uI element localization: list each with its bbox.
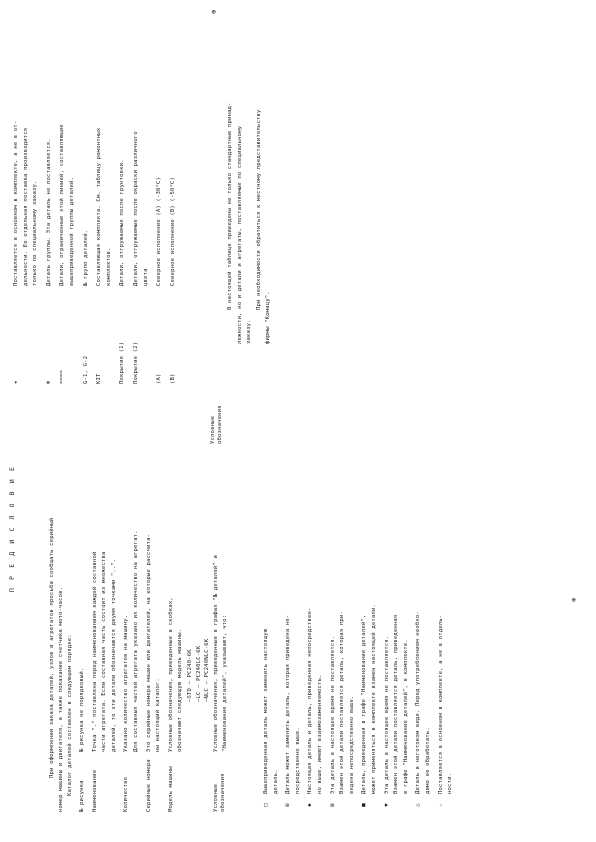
symbol-description [284, 402, 303, 798]
right-legend-row [132, 12, 151, 384]
right-legend-label: G-1, G-2 [82, 355, 89, 384]
symbol-line: Вышеприведенная деталь может заменить настоящую [263, 628, 269, 794]
right-legend-row [12, 12, 41, 384]
right-legend-row [169, 12, 179, 384]
symbol-line: Деталь может заменить деталь, которая приведена не- [285, 614, 292, 794]
row-picture-number [78, 402, 88, 812]
right-legend-list [12, 12, 182, 384]
right-legend-line: комплектов. [105, 247, 112, 286]
row-line: Указано количество агрегатов на машину. [123, 614, 130, 752]
legend-symbol-icon: ◆ [307, 803, 314, 807]
right-legend-label: ==== [59, 369, 66, 384]
row-name [91, 402, 120, 812]
row-line: обозначают следующую модель машины. [177, 628, 184, 752]
row-label: Серийные номера [145, 759, 152, 812]
model-std: —STD — PC240-6K [186, 649, 193, 702]
symbol-row [262, 402, 281, 812]
symbol-description [414, 402, 433, 798]
row-text [167, 402, 212, 752]
intro-line-1: При оформлении заказа деталей, узлов и агрегатов просьба сообщать серийный [49, 517, 55, 778]
symbol-row [360, 402, 379, 812]
right-legend-label: Покрытие (1) [119, 341, 126, 384]
row-line: "Наименование деталей", указывают, что: [222, 614, 229, 752]
right-legend-line: Поставляется в основном в комплекте, а не в от- [13, 120, 19, 286]
right-legend-text [118, 12, 128, 286]
row-label: Условные обозначения [212, 773, 227, 812]
intro-line-3: Каталог деталей составлен в следующем порядке: [67, 634, 73, 796]
legend-symbol-icon: ▼ [383, 803, 390, 807]
symbol-description [437, 402, 456, 798]
footer-line: фирмы "Комацу". [265, 291, 272, 344]
right-legend-text [58, 12, 77, 286]
row-quantity [122, 402, 141, 812]
symbol-row [414, 402, 433, 812]
symbol-row [437, 402, 456, 812]
symbol-line: ности. [447, 772, 454, 794]
footer-line: В настоящей таблице приведены не только стандартные принад- [227, 102, 233, 310]
symbol-row [329, 402, 358, 812]
right-legend-label: KIT [96, 373, 103, 384]
right-legend-label: (A) [156, 373, 163, 384]
intro-paragraph [48, 518, 75, 812]
symbol-description [383, 402, 412, 798]
row-machine-model [167, 402, 212, 812]
symbol-line: деталь. [272, 769, 279, 794]
catalog-structure-list [78, 402, 231, 812]
symbol-line: Эта деталь в настоящее время не поставляется. [329, 635, 336, 794]
symbol-line: но выше, имеют взаимозаменяемость. [316, 674, 323, 794]
right-heading: Условные обозначения [210, 405, 224, 444]
row-legend [212, 402, 231, 812]
right-legend-text [95, 12, 114, 286]
page-title: П Р Е Д И С Л О В И Е [8, 465, 16, 592]
model-lc: —LC — PC240LC-6K [195, 645, 202, 702]
legend-symbol-icon: △ [415, 803, 422, 807]
row-line: Условные обозначения, приведенные в графах "№ деталей" и [212, 555, 219, 752]
right-legend-line: вышеприведенной группы деталей. [68, 176, 75, 286]
symbol-description [262, 402, 281, 798]
row-text [145, 402, 164, 752]
symbol-line: может применяться в комплекте взамен настоящей детали. [370, 604, 377, 794]
legend-symbol-icon: ⊞ [285, 803, 292, 807]
footer-line: заказу. [246, 319, 253, 344]
symbol-line: Эта деталь в настоящее время не поставляется. [383, 635, 390, 794]
right-legend-label: ★ [13, 380, 19, 384]
page-mark-icon: ⊕ [570, 597, 578, 602]
right-legend-label: ⊛ [45, 380, 52, 384]
symbol-row [284, 402, 303, 812]
symbol-description [329, 402, 358, 798]
symbol-line: Взамен этой детали поставляется деталь, которая при- [339, 611, 346, 794]
right-legend-line: цвета [142, 268, 149, 286]
right-legend-text [82, 12, 92, 286]
right-legend-line: Деталь группы. Эта деталь не поставляется. [45, 138, 52, 286]
page-mark-icon: ⊕ [210, 9, 218, 14]
symbol-legend-list [262, 402, 459, 812]
symbol-description [360, 402, 379, 798]
symbol-line: Деталь, приведенная в графе "Наименование деталей", [361, 614, 368, 794]
row-serial-numbers [145, 402, 164, 812]
right-legend-line: Детали, отгружаемые после грунтовки. [119, 159, 126, 286]
symbol-line: в графе "Наименование деталей", в комплекте. [402, 639, 409, 794]
row-line: № рисунка не порядковый. [79, 667, 85, 752]
row-line: деталей, то эти детали обозначаются двумя точками "..". [110, 558, 117, 752]
symbol-line: Поставляется в основном в комплекте, а не в отдель- [437, 614, 444, 794]
symbol-description [306, 402, 325, 798]
right-footer-note [226, 14, 274, 344]
right-legend-row [155, 12, 165, 384]
right-legend-row [58, 12, 77, 384]
row-label: Модель машины [167, 766, 174, 812]
right-legend-row [82, 12, 92, 384]
right-legend-text [169, 12, 179, 286]
row-text [78, 402, 88, 752]
symbol-line: димо ее обработать. [424, 727, 431, 794]
footer-line: лежности, но и детали и агрегаты, поставляемые по специальному [236, 125, 243, 344]
row-line: Для составных частей агрегата указано их количество на агрегат. [132, 530, 139, 752]
row-label: № рисунка [79, 780, 85, 812]
right-legend-row [118, 12, 128, 384]
right-legend-line: Северное исполнение (B) (-50°C) [169, 176, 176, 286]
footer-line: При необходимости обратиться к местному представительству [255, 109, 262, 310]
right-legend-label: Покрытие (2) [132, 341, 139, 384]
row-text [122, 402, 141, 752]
row-label: Наименование [91, 769, 98, 812]
model-nlc: —NLC — PC240NLC-6K [204, 638, 211, 702]
symbol-line: Взамен этой детали поставляется деталь, приведенная [393, 614, 400, 794]
row-line: Это серийные номера машин или двигателей, на которые рассчита- [145, 533, 152, 752]
right-legend-line: только по специальному заказу. [32, 180, 39, 286]
legend-symbol-icon: ☆ [437, 803, 444, 807]
symbol-line: ведена непосредственно выше. [348, 695, 355, 794]
row-line: Условные обозначения, приведенные в скобках, [167, 597, 174, 752]
right-legend-line: Составляющая комплекта. См. таблицу ремонтных [96, 127, 103, 286]
right-legend-text [12, 12, 41, 286]
right-legend-line: дельности. Ее отдельная поставка производится [22, 127, 29, 286]
symbol-row [383, 402, 412, 812]
legend-symbol-icon: □ [263, 803, 269, 807]
row-line: Точка "." поставлена перед наименованием каждой составной [91, 551, 98, 752]
intro-line-2: номер машины и двигателя, а также показание счетчика мото-часов. [58, 586, 64, 812]
legend-symbol-icon: ■ [361, 803, 368, 807]
symbol-line: посредственно выше. [294, 727, 301, 794]
right-legend-line: Детали, ограниченные этой линией, составляющие [59, 124, 66, 286]
row-text [91, 402, 120, 752]
right-legend-label: (B) [169, 373, 176, 384]
row-line: части агрегата. Если составная часть состоит из множества [101, 551, 108, 752]
row-text [212, 402, 231, 752]
right-legend-text [132, 12, 151, 286]
right-legend-line: Северное исполнение (A) (-30°C) [156, 176, 163, 286]
right-legend-row [95, 12, 114, 384]
row-line: ны настоящий каталог. [155, 678, 162, 752]
right-legend-row [45, 12, 55, 384]
symbol-line: Настоящая деталь и деталь, приведенная непосредствен- [307, 607, 314, 794]
legend-symbol-icon: ⊠ [329, 803, 336, 807]
right-legend-text [45, 12, 55, 286]
symbol-row [306, 402, 325, 812]
right-legend-line: № групп деталей. [82, 229, 89, 286]
right-legend-text [155, 12, 165, 286]
symbol-line: Деталь в неготовом виде. Перед употреблением необхо- [415, 611, 422, 794]
row-label: Количество [123, 776, 130, 812]
right-legend-line: Детали, отгружаемые после окраски различного [132, 131, 139, 286]
